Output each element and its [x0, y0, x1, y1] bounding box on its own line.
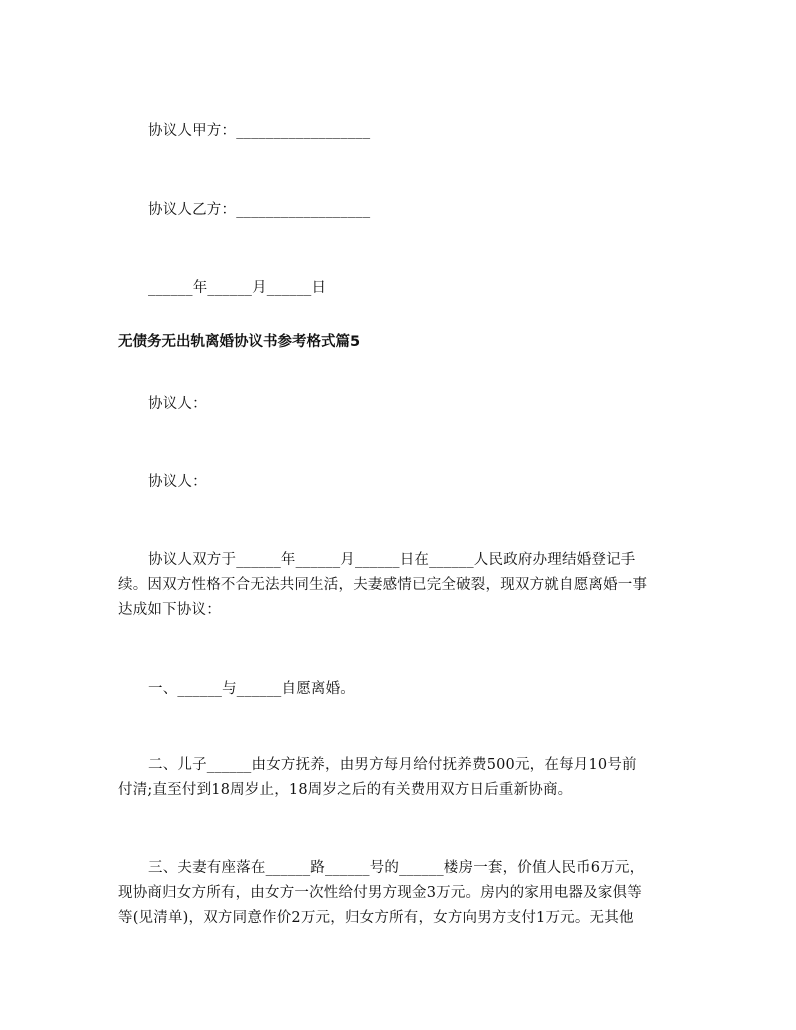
- clause-3-line-2: 现协商归女方所有，由女方一次性给付男方现金3万元。房内的家用电器及家俱等: [118, 885, 642, 901]
- intro-line-3: 达成如下协议：: [118, 602, 221, 618]
- intro-line-2: 续。因双方性格不合无法共同生活，夫妻感情已完全破裂，现双方就自愿离婚一事: [118, 577, 648, 593]
- intro-line-1: 协议人双方于______年______月______日在______人民政府办理结婚登记手: [148, 552, 636, 568]
- agreement-party-1: 协议人：: [148, 396, 207, 412]
- clause-3-line-3: 等(见清单)，双方同意作价2万元，归女方所有，女方向男方支付1万元。无其他: [118, 910, 634, 926]
- party-a-signature-line: 协议人甲方：__________________: [148, 123, 371, 139]
- agreement-party-2: 协议人：: [148, 474, 207, 490]
- clause-3-line-1: 三、夫妻有座落在______路______号的______楼房一套，价值人民币6万元，: [148, 860, 645, 876]
- clause-1-line-1: 一、______与______自愿离婚。: [148, 681, 355, 697]
- date-line: ______年______月______日: [148, 280, 327, 296]
- section-title: 无债务无出轨离婚协议书参考格式篇5: [118, 334, 361, 350]
- clause-2-line-1: 二、儿子______由女方抚养，由男方每月给付抚养费500元，在每月10号前: [148, 757, 637, 773]
- party-b-signature-line: 协议人乙方：__________________: [148, 202, 371, 218]
- clause-2-line-2: 付清;直至付到18周岁止，18周岁之后的有关费用双方日后重新协商。: [118, 782, 573, 798]
